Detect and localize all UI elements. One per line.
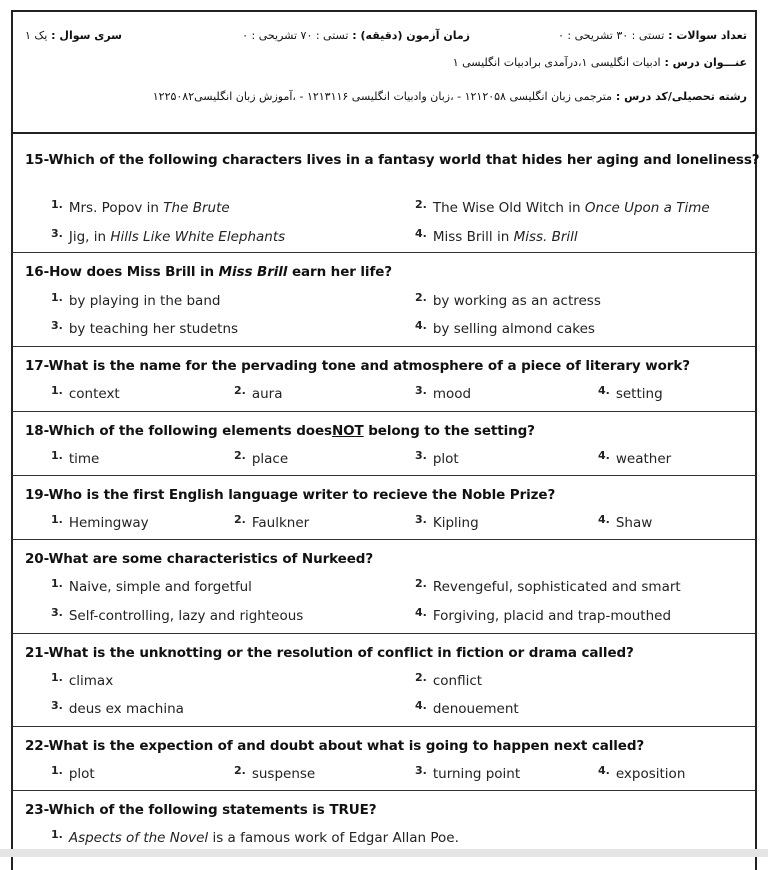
option-16-1[interactable]: $^{1.}$ by playing in the band <box>51 291 221 309</box>
question-17: 17-What is the name for the pervading tone and atmosphere of a piece of literary work? <box>25 358 690 374</box>
option-22-4[interactable]: $^{4.}$ exposition <box>598 764 686 782</box>
option-17-2[interactable]: $^{2.}$ aura <box>234 384 283 402</box>
question-21: 21-What is the unknotting or the resolution of conflict in fiction or drama called? <box>25 645 634 661</box>
divider <box>13 475 755 476</box>
course-title: عنـــوان درس : ادبیات انگلیسی ۱،درآمدی برادبیات انگلیسی ۱ <box>452 56 747 69</box>
option-16-3[interactable]: $^{3.}$ by teaching her studetns <box>51 319 239 337</box>
option-23-1[interactable]: $^{1.}$ Aspects of the Novel is a famous work of Edgar Allan Poe. <box>51 828 459 846</box>
option-19-3[interactable]: $^{3.}$ Kipling <box>415 513 479 531</box>
questions-count: تعداد سوالات : تستی : ۳۰ تشریحی : ۰ <box>557 29 747 42</box>
divider <box>13 726 755 727</box>
option-18-3[interactable]: $^{3.}$ plot <box>415 449 459 467</box>
option-21-2[interactable]: $^{2.}$ conflict <box>415 671 483 689</box>
divider <box>13 633 755 634</box>
option-21-3[interactable]: $^{3.}$ deus ex machina <box>51 699 184 717</box>
option-20-4[interactable]: $^{4.}$ Forgiving, placid and trap-mouthed <box>415 606 672 624</box>
question-23: 23-Which of the following statements is TRUE? <box>25 802 377 818</box>
divider <box>13 790 755 791</box>
option-22-2[interactable]: $^{2.}$ suspense <box>234 764 316 782</box>
divider <box>13 539 755 540</box>
option-18-4[interactable]: $^{4.}$ weather <box>598 449 672 467</box>
option-17-4[interactable]: $^{4.}$ setting <box>598 384 663 402</box>
divider <box>13 346 755 347</box>
question-19: 19-Who is the first English language writer to recieve the Noble Prize? <box>25 487 556 503</box>
field-and-course-code: رشته تحصیلی/کد درس : مترجمی زبان انگلیسی ۱۲۱۲۰۵۸ - ،زبان وادبیات انگلیسی ۱۲۱۳۱۱۶ - ،آموزش زبان انگلیسی۱۲۲۵۰۸۲ <box>152 90 747 103</box>
option-19-2[interactable]: $^{2.}$ Faulkner <box>234 513 310 531</box>
option-15-3[interactable]: $^{3.}$ Jig, in Hills Like White Elephants <box>51 227 286 245</box>
option-18-2[interactable]: $^{2.}$ place <box>234 449 289 467</box>
exam-header <box>13 12 755 134</box>
option-19-1[interactable]: $^{1.}$ Hemingway <box>51 513 149 531</box>
option-21-4[interactable]: $^{4.}$ denouement <box>415 699 519 717</box>
question-22: 22-What is the expection of and doubt about what is going to happen next called? <box>25 738 645 754</box>
option-19-4[interactable]: $^{4.}$ Shaw <box>598 513 653 531</box>
exam-page <box>11 10 760 870</box>
option-15-2[interactable]: $^{2.}$ The Wise Old Witch in Once Upon a Time <box>415 198 710 216</box>
question-15: 15-Which of the following characters lives in a fantasy world that hides her aging and loneliness? <box>25 152 760 168</box>
option-22-1[interactable]: $^{1.}$ plot <box>51 764 95 782</box>
option-21-1[interactable]: $^{1.}$ climax <box>51 671 114 689</box>
question-18: 18-Which of the following elements doesNOT belong to the setting? <box>25 423 535 439</box>
option-15-1[interactable]: $^{1.}$ Mrs. Popov in The Brute <box>51 198 230 216</box>
option-20-1[interactable]: $^{1.}$ Naive, simple and forgetful <box>51 577 252 595</box>
bottom-shade <box>0 849 768 857</box>
divider <box>13 252 755 253</box>
option-20-2[interactable]: $^{2.}$ Revengeful, sophisticated and smart <box>415 577 681 595</box>
question-series: سری سوال : یک ۱ <box>25 29 123 42</box>
option-22-3[interactable]: $^{3.}$ turning point <box>415 764 521 782</box>
option-16-2[interactable]: $^{2.}$ by working as an actress <box>415 291 601 309</box>
option-17-3[interactable]: $^{3.}$ mood <box>415 384 472 402</box>
divider <box>13 411 755 412</box>
option-18-1[interactable]: $^{1.}$ time <box>51 449 100 467</box>
option-17-1[interactable]: $^{1.}$ context <box>51 384 120 402</box>
exam-time: زمان آزمون (دقیقه) : تستی : ۷۰ تشریحی : ۰ <box>242 29 470 42</box>
option-20-3[interactable]: $^{3.}$ Self-controlling, lazy and righteous <box>51 606 304 624</box>
option-16-4[interactable]: $^{4.}$ by selling almond cakes <box>415 319 595 337</box>
question-20: 20-What are some characteristics of Nurkeed? <box>25 551 374 567</box>
option-15-4[interactable]: $^{4.}$ Miss Brill in Miss. Brill <box>415 227 578 245</box>
question-16: 16-How does Miss Brill in Miss Brill earn her life? <box>25 264 393 280</box>
